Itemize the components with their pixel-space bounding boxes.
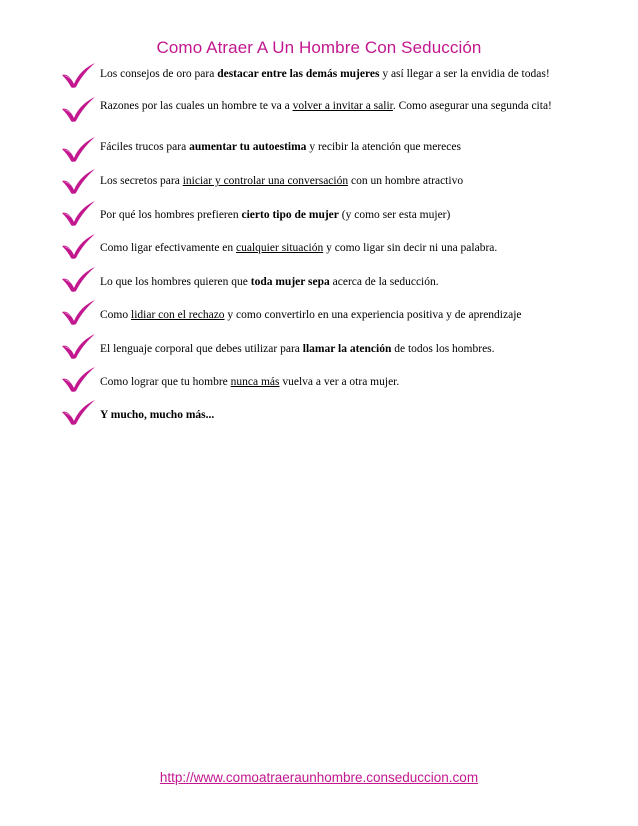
checkmark-icon [60, 333, 96, 359]
list-item-text [100, 239, 570, 257]
checkmark-icon [60, 399, 96, 425]
text-span: Razones por las cuales un hombre te va a [100, 100, 293, 112]
checkmark-icon [60, 200, 96, 226]
text-span: con un hombre atractivo [348, 175, 464, 187]
text-span: Como lograr que tu hombre [100, 376, 231, 388]
text-span: vuelva a ver a otra mujer. [279, 376, 400, 388]
text-span: Lo que los hombres quieren que [100, 276, 251, 288]
underline-text-span: cualquier situación [236, 242, 324, 254]
list-item-text [100, 273, 570, 291]
list-item-text [100, 340, 570, 358]
list-item-text [100, 206, 570, 224]
underline-text-span: lidiar con el rechazo [131, 309, 225, 321]
text-span: y como ligar sin decir ni una palabra. [323, 242, 498, 254]
checkmark-icon [60, 233, 96, 259]
text-span: Por qué los hombres prefieren [100, 209, 242, 221]
checkmark-icon [60, 299, 96, 325]
bold-text-span: toda mujer sepa [250, 276, 330, 288]
text-span: acerca de la seducción. [329, 276, 439, 288]
checkmark-icon [60, 266, 96, 292]
checkmark-icon [60, 136, 96, 162]
text-span: . Como asegurar una segunda cita! [392, 100, 552, 112]
list-item-text [100, 65, 570, 83]
text-span: Como ligar efectivamente en [100, 242, 237, 254]
text-span: Los secretos para [100, 175, 183, 187]
checkmark-icon [60, 96, 96, 122]
list-item-text [100, 373, 570, 391]
bold-text-span: aumentar tu autoestima [189, 141, 307, 153]
underline-text-span: nunca más [230, 376, 280, 388]
text-span: y así llegar a ser la envidia de todas! [379, 68, 550, 80]
checkmark-icon [60, 366, 96, 392]
text-span: y recibir la atención que mereces [306, 141, 461, 153]
checkmark-icon [60, 62, 96, 88]
list-item-text [100, 306, 570, 324]
checkmark-icon [60, 168, 96, 194]
bold-text-span: cierto tipo de mujer [241, 209, 339, 221]
text-span: de todos los hombres. [391, 343, 495, 355]
bold-text-span: llamar la atención [302, 343, 392, 355]
bold-text-span: Y mucho, mucho más... [100, 409, 215, 421]
list-item-text [100, 138, 570, 156]
text-span: (y como ser esta mujer) [338, 209, 451, 221]
text-span: El lenguaje corporal que debes utilizar para [100, 343, 303, 355]
list-item-text [100, 97, 570, 115]
page-title: Como Atraer A Un Hombre Con Seducción [156, 38, 482, 57]
footer-link[interactable]: http://www.comoatraeraunhombre.conseduccion.com [159, 770, 479, 785]
list-item-text [100, 406, 570, 424]
text-span: Fáciles trucos para [100, 141, 190, 153]
underline-text-span: volver a invitar a salir [292, 100, 393, 112]
bold-text-span: destacar entre las demás mujeres [217, 68, 380, 80]
text-span: Los consejos de oro para [100, 68, 218, 80]
text-span: Como [100, 309, 131, 321]
underline-text-span: iniciar y controlar una conversación [182, 175, 349, 187]
text-span: y como convertirlo en una experiencia positiva y de aprendizaje [224, 309, 522, 321]
list-item-text [100, 172, 570, 190]
